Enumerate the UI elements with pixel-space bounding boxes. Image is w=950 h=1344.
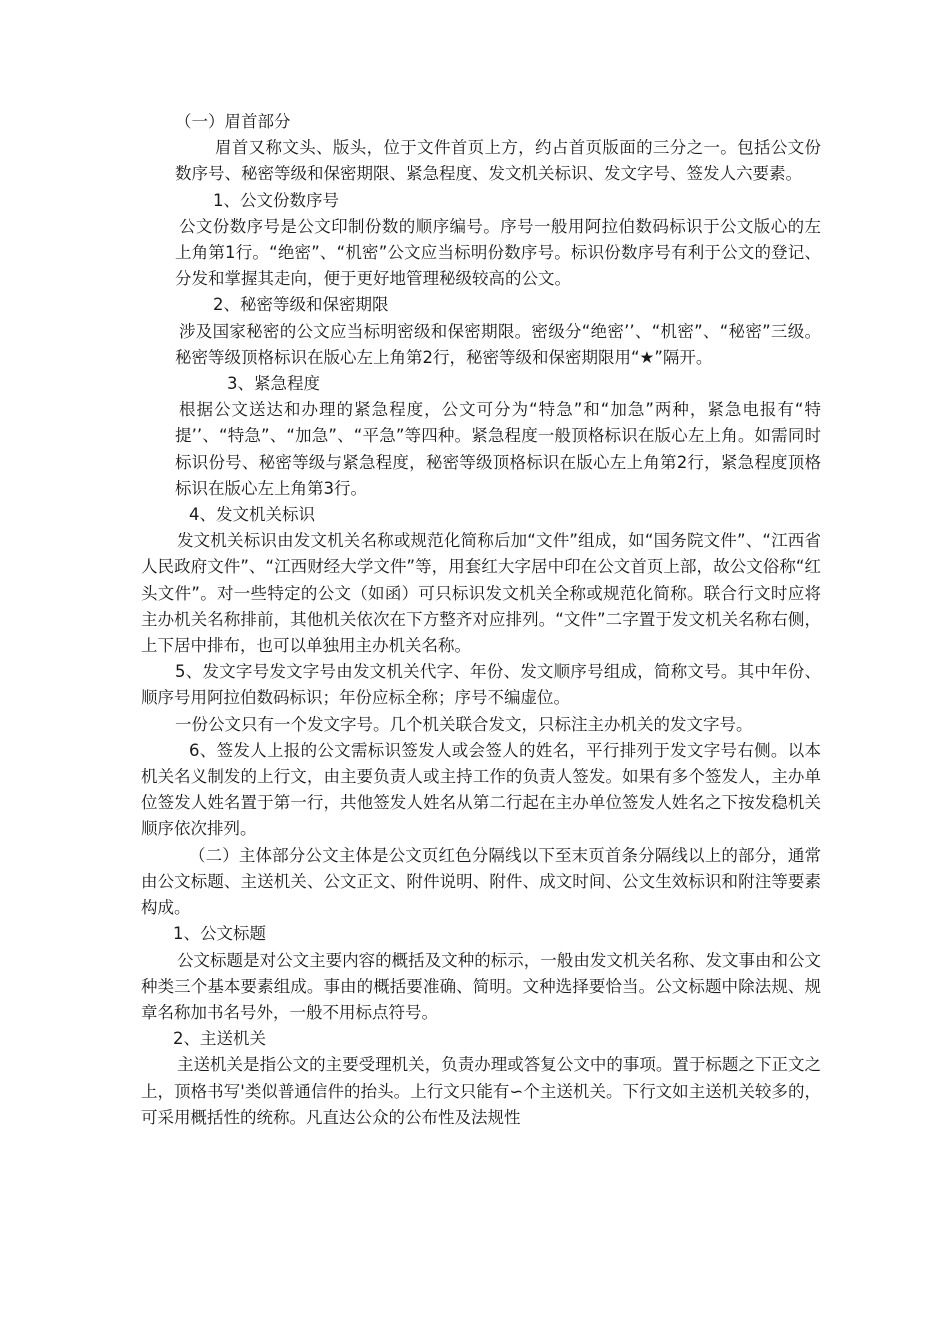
paragraph: 1、公文标题 xyxy=(173,924,266,944)
paragraph: 公文标题是对公文主要内容的概括及文种的标示，一般由发文机关名称、发文事由和公文种类三个基本要素组成。事由的概括要准确、简明。文种选择要恰当。公文标题中除法规、规章名称加书名号外，一般不用标点符号。 xyxy=(141,950,821,1022)
paragraph: 一份公文只有一个发文字号。几个机关联合发文，只标注主办机关的发文字号。 xyxy=(175,714,753,734)
paragraph: 2、秘密等级和保密期限 xyxy=(213,295,389,315)
paragraph: 4、发文机关标识 xyxy=(189,505,315,525)
paragraph: 涉及国家秘密的公文应当标明密级和保密期限。密级分“绝密’’、“机密”、“秘密”三级。秘密等级顶格标识在版心左上角第2行，秘密等级和保密期限用“★”隔开。 xyxy=(175,321,821,367)
paragraph: 5、发文字号发文字号由发文机关代字、年份、发文顺序号组成，简称文号。其中年份、顺序号用阿拉伯数码标识；年份应标全称；序号不编虚位。 xyxy=(141,662,821,708)
paragraph: 3、紧急程度 xyxy=(227,374,320,394)
document-body xyxy=(141,109,821,1131)
paragraph: 发文机关标识由发文机关名称或规范化简称后加“文件”组成，如“国务院文件”、“江西省人民政府文件”、“江西财经大学文件”等，用套红大字居中印在公文首页上部，故公文俗称“红头文件”。对一些特定的公文（如函）可只标识发文机关全称或规范化简称。联合行文时应将主办机关名称排前，其他机关依次在下方整齐对应排列。“文件”二字置于发文机关名称右侧，上下居中排布，也可以单独用主办机关名称。 xyxy=(141,531,821,656)
paragraph: 眉首又称文头、版头，位于文件首页上方，约占首页版面的三分之一。包括公文份数序号、秘密等级和保密期限、紧急程度、发文机关标识、发文字号、签发人六要素。 xyxy=(175,138,821,184)
paragraph: 公文份数序号是公文印制份数的顺序编号。序号一般用阿拉伯数码标识于公文版心的左上角第1行。“绝密”、“机密”公文应当标明份数序号。标识份数序号有利于公文的登记、分发和掌握其走向，便于更好地管理秘级较高的公文。 xyxy=(175,216,821,289)
paragraph: 主送机关是指公文的主要受理机关，负责办理或答复公文中的事项。置于标题之下正文之上，顶格书写'类似普通信件的抬头。上行文只能有∽个主送机关。下行文如主送机关较多的，可采用概括性的统称。凡直达公众的公布性及法规性 xyxy=(141,1055,821,1127)
paragraph: （一）眉首部分 xyxy=(175,112,291,131)
paragraph: 2、主送机关 xyxy=(173,1029,266,1049)
paragraph: （二）主体部分公文主体是公文页红色分隔线以下至末页首条分隔线以上的部分，通常由公文标题、主送机关、公文正文、附件说明、附件、成文时间、公文生效标识和附注等要素构成。 xyxy=(141,845,821,918)
paragraph: 6、签发人上报的公文需标识签发人或会签人的姓名，平行排列于发文字号右侧。以本机关名义制发的上行文，由主要负责人或主持工作的负责人签发。如果有多个签发人，主办单位签发人姓名置于第一行，共他签发人姓名从第二行起在主办单位签发人姓名之下按发稳机关顺序依次排列。 xyxy=(141,740,821,839)
paragraph: 1、公文份数序号 xyxy=(213,190,339,210)
paragraph: 根据公文送达和办理的紧急程度，公文可分为“特急”和“加急”两种，紧急电报有“特提’’、“特急”、“加急”、“平急”等四种。紧急程度一般顶格标识在版心左上角。如需同时标识份号、秘密等级与紧急程度，秘密等级顶格标识在版心左上角第2行，紧急程度顶格标识在版心左上角第3行。 xyxy=(175,400,821,498)
